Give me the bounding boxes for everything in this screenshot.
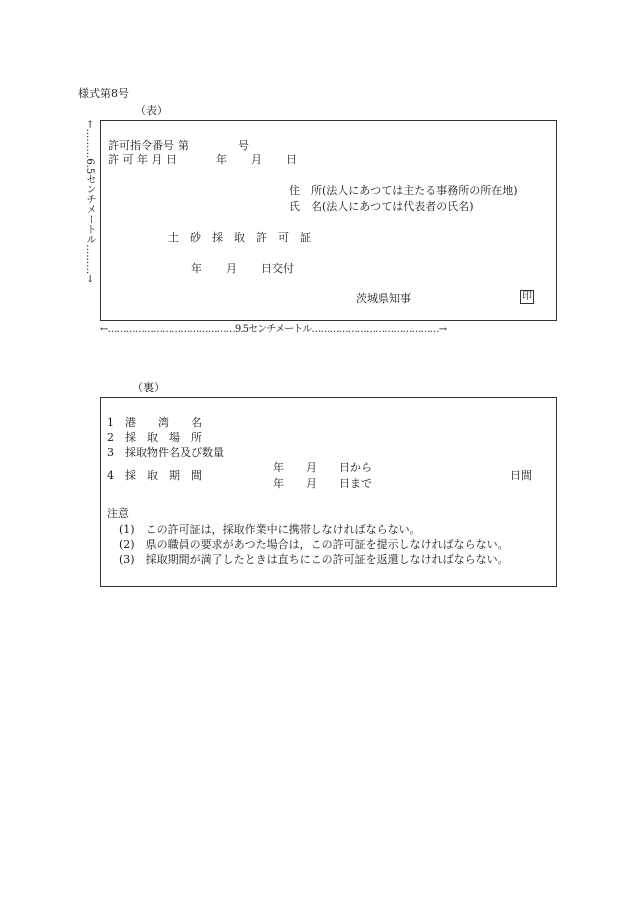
period-from: 年 月 日から xyxy=(273,461,372,474)
back-label: （裏） xyxy=(132,381,165,394)
front-permit-card xyxy=(100,120,557,321)
width-dimension: ←……………………………………9.5センチメートル……………………………………→ xyxy=(100,324,447,335)
permit-date-month: 月 xyxy=(251,153,262,166)
permit-number-prefix: 第 xyxy=(178,139,189,152)
name-title: 氏 名 xyxy=(289,200,322,213)
back-permit-card xyxy=(100,397,557,587)
item-extraction-site: 2 採 取 場 所 xyxy=(107,431,202,444)
item-harbor-name: 1 港 湾 名 xyxy=(107,416,202,429)
issuer: 茨城県知事 xyxy=(356,292,411,305)
front-label: （表） xyxy=(135,104,168,117)
notes-title: 注意 xyxy=(107,507,129,520)
permit-date-day: 日 xyxy=(286,153,297,166)
permit-number-label: 許可指令番号 xyxy=(108,139,174,152)
issue-month: 月 xyxy=(226,262,237,275)
permit-date-year: 年 xyxy=(216,153,227,166)
name-note: (法人にあつては代表者の氏名) xyxy=(322,200,474,213)
name-label xyxy=(289,201,474,212)
note-2: (2) 県の職員の要求があつた場合は，この許可証を提示しなければならない。 xyxy=(119,538,509,551)
address-note: (法人にあつては主たる事務所の所在地) xyxy=(322,184,518,197)
permit-number-suffix: 号 xyxy=(238,139,249,152)
item-material-quantity: 3 採取物件名及び数量 xyxy=(107,446,224,459)
address-label xyxy=(289,185,518,196)
period-to: 年 月 日まで xyxy=(273,477,372,490)
certificate-title: 土 砂 採 取 許 可 証 xyxy=(168,231,311,244)
item-extraction-period: 4 採 取 期 間 xyxy=(107,469,202,482)
permit-date-label: 許 可 年 月 日 xyxy=(108,153,177,166)
note-1: (1) この許可証は，採取作業中に携帯しなければならない。 xyxy=(119,523,421,536)
note-3: (3) 採取期間が満了したときは直ちにこの許可証を返還しなければならない。 xyxy=(119,553,509,566)
seal-stamp: 印 xyxy=(522,291,532,302)
address-title: 住 所 xyxy=(289,184,322,197)
issue-day: 日交付 xyxy=(261,262,294,275)
form-number: 様式第8号 xyxy=(78,87,129,100)
height-dimension: ←………6.5センチメートル………→ xyxy=(84,120,95,283)
issue-year: 年 xyxy=(191,262,202,275)
period-days: 日間 xyxy=(510,469,532,482)
